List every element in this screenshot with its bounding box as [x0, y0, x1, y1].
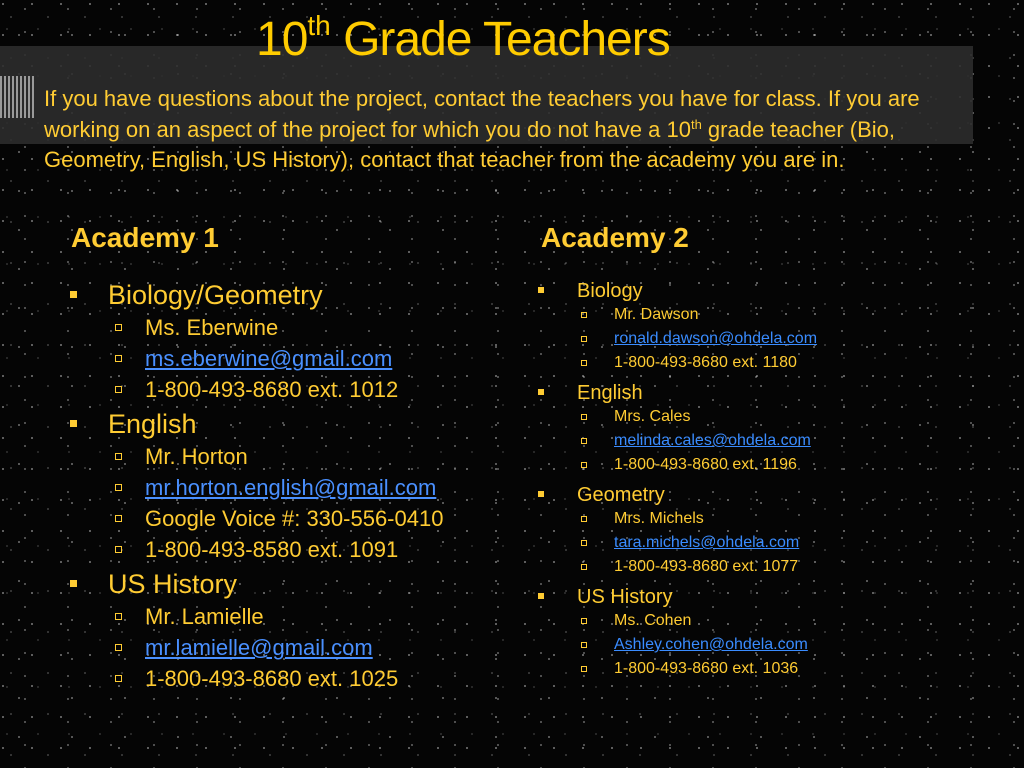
- email-link[interactable]: ms.eberwine@gmail.com: [145, 346, 393, 371]
- email-link[interactable]: tara.michels@ohdela.com: [614, 534, 800, 551]
- square-bullet-icon: [538, 593, 544, 599]
- academy-1-heading: Academy 1: [71, 222, 219, 253]
- teacher-email: [538, 429, 817, 453]
- slide-title: 10th Grade Teachers: [256, 10, 670, 66]
- teacher-email: [70, 632, 443, 663]
- hollow-square-bullet-icon: [115, 453, 122, 460]
- hollow-square-bullet-icon: [581, 438, 587, 444]
- square-bullet-icon: [538, 389, 544, 395]
- subject-us-history: [70, 568, 443, 694]
- hollow-square-bullet-icon: [581, 666, 587, 672]
- square-bullet-icon: [538, 491, 544, 497]
- email-link[interactable]: melinda.cales@ohdela.com: [614, 432, 811, 449]
- hollow-square-bullet-icon: [581, 312, 587, 318]
- barcode-decoration: [0, 76, 34, 118]
- subject-label: US History: [108, 569, 238, 599]
- teacher-phone: 1-800-493-8580 ext. 1091: [70, 534, 443, 565]
- square-bullet-icon: [538, 287, 544, 293]
- square-bullet-icon: [70, 420, 77, 427]
- hollow-square-bullet-icon: [581, 516, 587, 522]
- teacher-name: Mrs. Cales: [538, 405, 817, 429]
- email-link[interactable]: Ashley.cohen@ohdela.com: [614, 636, 808, 653]
- hollow-square-bullet-icon: [115, 324, 122, 331]
- teacher-email: [70, 343, 443, 374]
- hollow-square-bullet-icon: [581, 462, 587, 468]
- hollow-square-bullet-icon: [581, 618, 587, 624]
- email-link[interactable]: mr.lamielle@gmail.com: [145, 635, 373, 660]
- square-bullet-icon: [70, 291, 77, 298]
- email-link[interactable]: ronald.dawson@ohdela.com: [614, 330, 818, 347]
- academy-2-list: [538, 279, 817, 681]
- subject-biology-geometry: [70, 279, 443, 405]
- subject-english: [538, 381, 817, 477]
- subject-us-history: [538, 585, 817, 681]
- teacher-phone: 1-800-493-8680 ext. 1077: [538, 555, 817, 579]
- teacher-phone: 1-800-493-8680 ext. 1180: [538, 351, 817, 375]
- hollow-square-bullet-icon: [581, 642, 587, 648]
- hollow-square-bullet-icon: [115, 675, 122, 682]
- hollow-square-bullet-icon: [115, 484, 122, 491]
- teacher-phone: 1-800-493-8680 ext. 1025: [70, 663, 443, 694]
- hollow-square-bullet-icon: [115, 355, 122, 362]
- teacher-phone: 1-800-493-8680 ext. 1196: [538, 453, 817, 477]
- teacher-name: Mr. Horton: [70, 441, 443, 472]
- subject-label: English: [108, 409, 197, 439]
- teacher-name: Ms. Cohen: [538, 609, 817, 633]
- hollow-square-bullet-icon: [581, 360, 587, 366]
- teacher-email: [538, 327, 817, 351]
- teacher-name: Mr. Lamielle: [70, 601, 443, 632]
- subject-english: [70, 408, 443, 565]
- teacher-email: [70, 472, 443, 503]
- hollow-square-bullet-icon: [115, 644, 122, 651]
- hollow-square-bullet-icon: [115, 515, 122, 522]
- teacher-phone: 1-800-493-8680 ext. 1012: [70, 374, 443, 405]
- hollow-square-bullet-icon: [115, 546, 122, 553]
- hollow-square-bullet-icon: [115, 613, 122, 620]
- teacher-name: Mr. Dawson: [538, 303, 817, 327]
- teacher-name: Mrs. Michels: [538, 507, 817, 531]
- hollow-square-bullet-icon: [581, 564, 587, 570]
- subject-label: Biology/Geometry: [108, 280, 323, 310]
- teacher-email: [538, 531, 817, 555]
- teacher-google-voice: Google Voice #: 330-556-0410: [70, 503, 443, 534]
- teacher-name: Ms. Eberwine: [70, 312, 443, 343]
- hollow-square-bullet-icon: [115, 386, 122, 393]
- intro-paragraph: If you have questions about the project, contact the teachers you have for class. If you are working on an aspect of the project for which you do not have a 10th grade teacher (Bio, Geometry, English, US History), contact that teacher from the academy you are in.: [44, 86, 920, 172]
- teacher-phone: 1-800-493-8680 ext. 1036: [538, 657, 817, 681]
- teacher-email: [538, 633, 817, 657]
- hollow-square-bullet-icon: [581, 336, 587, 342]
- subject-label: English: [577, 382, 643, 404]
- hollow-square-bullet-icon: [581, 414, 587, 420]
- hollow-square-bullet-icon: [581, 540, 587, 546]
- subject-label: Geometry: [577, 484, 665, 506]
- email-link[interactable]: mr.horton.english@gmail.com: [145, 475, 437, 500]
- subject-geometry: [538, 483, 817, 579]
- square-bullet-icon: [70, 580, 77, 587]
- academy-1-list: [70, 279, 443, 694]
- subject-biology: [538, 279, 817, 375]
- academy-2-heading: Academy 2: [541, 222, 689, 253]
- subject-label: US History: [577, 586, 673, 608]
- subject-label: Biology: [577, 280, 643, 302]
